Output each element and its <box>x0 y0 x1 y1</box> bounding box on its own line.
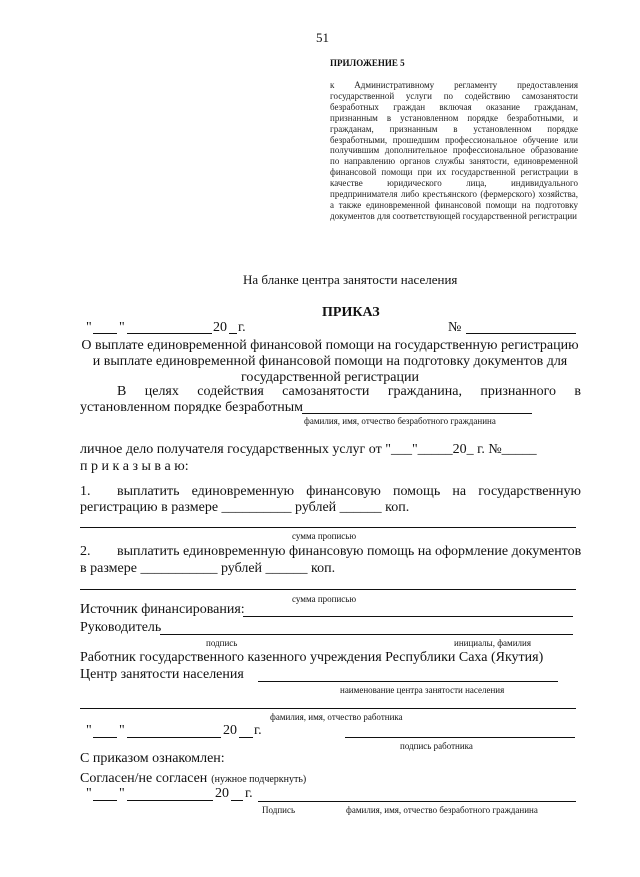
acquaint-sign-line <box>258 801 576 802</box>
date-year: 20 <box>213 320 227 335</box>
worker-institution-line: Работник государственного казенного учреждения Республики Саха (Якутия) <box>80 650 544 665</box>
date3-year-line <box>231 800 243 801</box>
word: финансовую <box>306 484 381 499</box>
word: на <box>452 484 467 499</box>
orders-word: п р и к а з ы в а ю: <box>80 459 189 474</box>
date2-quote-close: " <box>119 723 125 738</box>
item-1-line-2: регистрацию в размере __________ рублей ______ коп. <box>80 500 410 515</box>
word: гражданина, <box>387 384 462 399</box>
word: государственную <box>478 484 581 499</box>
page-number: 51 <box>316 30 329 45</box>
intro-line-2: установленном порядке безработным <box>80 400 304 415</box>
item-2-number: 2. <box>80 544 91 559</box>
date3-g: г. <box>245 786 253 801</box>
date3-month-line <box>127 800 213 801</box>
caption-center-name: наименование центра занятости населения <box>340 685 505 695</box>
agree-note: (нужное подчеркнуть) <box>211 774 307 785</box>
date-day-line <box>93 333 117 334</box>
number-sign: № <box>448 320 462 335</box>
date2-day-line <box>93 737 117 738</box>
head-sign-line <box>160 634 573 635</box>
order-title: ПРИКАЗ <box>322 305 380 320</box>
date-month-line <box>127 333 212 334</box>
caption-sign: подпись <box>206 638 238 648</box>
agree-label: Согласен/не согласен <box>80 771 208 786</box>
employment-center-line <box>258 681 558 682</box>
date-quote-close: " <box>119 320 125 335</box>
intro-line-1 <box>117 384 581 400</box>
caption-sum-2: сумма прописью <box>292 594 357 604</box>
item-2-line-1: выплатить единовременную финансовую помощь на оформление документов <box>117 544 582 559</box>
item-2-line-2: в размере ___________ рублей ______ коп. <box>80 561 336 576</box>
date3-year: 20 <box>215 786 229 801</box>
caption-worker-sign: подпись работника <box>400 741 473 751</box>
acquainted-label: С приказом ознакомлен: <box>80 751 225 766</box>
appendix-title: ПРИЛОЖЕНИЕ 5 <box>330 58 405 68</box>
caption-sum-1: сумма прописью <box>292 531 357 541</box>
date2-g: г. <box>254 723 262 738</box>
letterhead-note: На бланке центра занятости населения <box>243 272 458 287</box>
word: выплатить <box>117 484 180 499</box>
date2-month-line <box>127 737 221 738</box>
caption-initials: инициалы, фамилия <box>454 638 531 648</box>
caption-worker-fio: фамилия, имя, отчество работника <box>270 712 403 722</box>
date2-year-line <box>239 737 253 738</box>
appendix-text: к Административному регламенту предоставления государственной услуги по содействию самозанятости безработных граждан включая оказание гражданам, признанным в установленном порядке безработными, и гражданам, признанным в установленном порядке безработными, прошедшим профессиональное обучение или получившим дополнительное профессиональное образование по направлению органов службы занятости, единовременной финансовой помощи при их государственной регистрации в качестве юридического лица, индивидуального предпринимателя либо крестьянского (фермерского) хозяйства, а также единовременной финансовой помощи на подготовку документов для соответствующей государственной регистрации <box>330 80 578 221</box>
word: содействия <box>197 384 264 399</box>
date3-quote-open: " <box>86 786 92 801</box>
word: признанного <box>480 384 556 399</box>
date2-quote-open: " <box>86 723 92 738</box>
agree-row <box>80 769 306 787</box>
date3-quote-close: " <box>119 786 125 801</box>
item-1-line-1 <box>117 484 581 500</box>
caption-unemployed-fio: фамилия, имя, отчество безработного гражданина <box>346 805 538 815</box>
word: целях <box>144 384 179 399</box>
order-number-line <box>466 333 576 334</box>
worker-sign-line <box>345 737 575 738</box>
funding-source-label: Источник финансирования: <box>80 602 245 617</box>
personal-file-line: личное дело получателя государственных услуг от "___"_____20_ г. №_____ <box>80 442 537 457</box>
caption-sign-2: Подпись <box>262 805 296 815</box>
date-quote-open: " <box>86 320 92 335</box>
word: В <box>117 384 127 399</box>
sum-2-fill-line <box>80 589 576 590</box>
item-1-number: 1. <box>80 484 91 499</box>
worker-fio-line <box>80 708 576 709</box>
funding-source-line <box>243 616 573 617</box>
date3-day-line <box>93 800 117 801</box>
word: единовременную <box>191 484 295 499</box>
word: в <box>574 384 581 399</box>
order-subject-line-1: О выплате единовременной финансовой помощи на государственную регистрацию <box>81 338 579 353</box>
caption-fio: фамилия, имя, отчество безработного гражданина <box>304 416 496 426</box>
head-label: Руководитель <box>80 620 162 635</box>
word: самозанятости <box>282 384 370 399</box>
order-subject-line-3: государственной регистрации <box>241 370 419 385</box>
fio-fill-line <box>302 413 532 414</box>
date-year-line <box>229 333 237 334</box>
employment-center-label: Центр занятости населения <box>80 667 244 682</box>
word: помощь <box>392 484 441 499</box>
date2-year: 20 <box>223 723 237 738</box>
order-subject-line-2: и выплате единовременной финансовой помощи на подготовку документов для <box>92 354 568 369</box>
sum-1-fill-line <box>80 527 576 528</box>
date-g: г. <box>238 320 246 335</box>
